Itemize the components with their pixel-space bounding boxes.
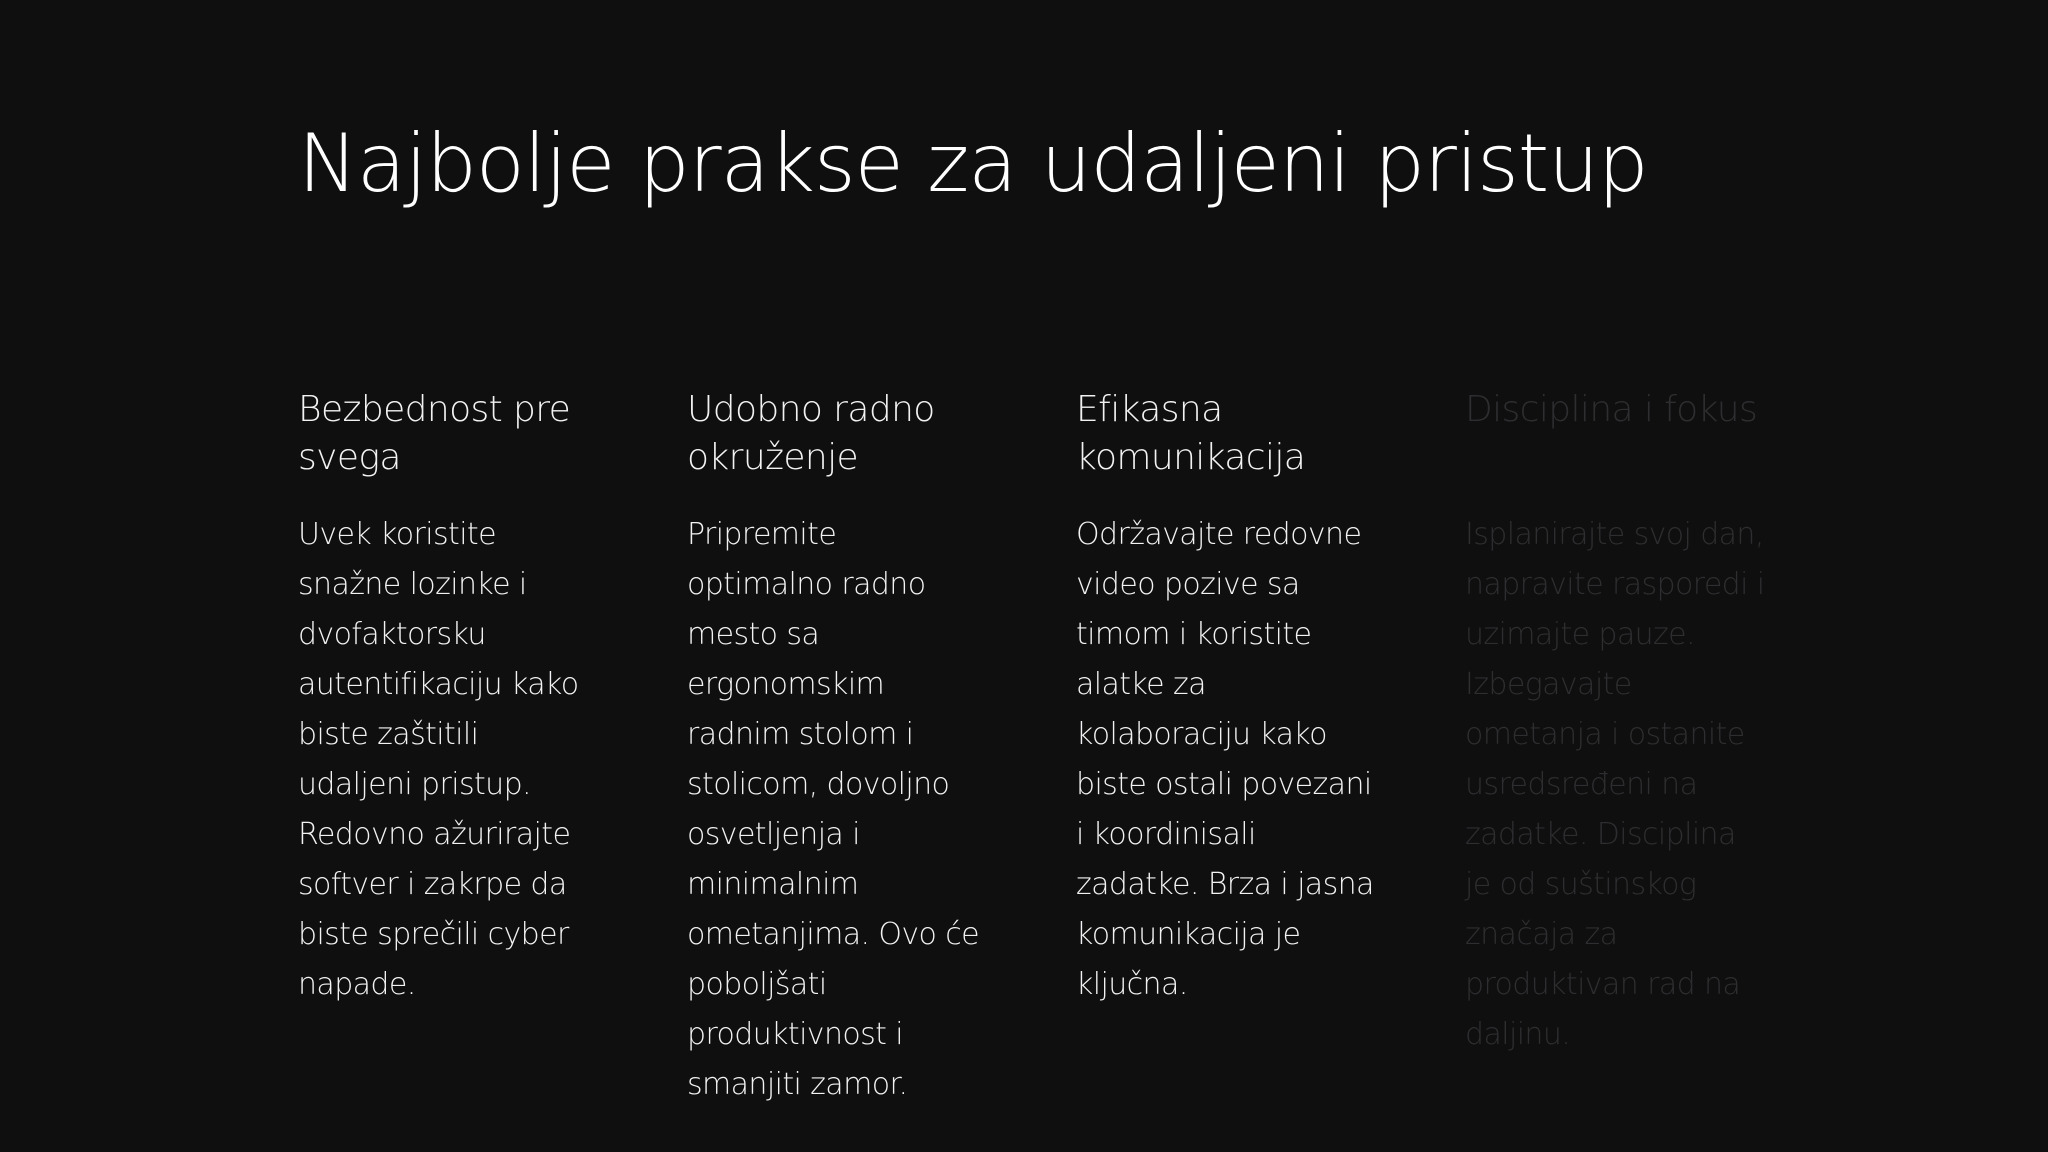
column-body: Održavajte redovne video pozive sa timom i koristite alatke za kolaboraciju kako biste ostali povezani i koordinisali zadatke. Brza i jasna komunikacija je ključna.: [1076, 517, 1374, 1002]
slide-title: Najbolje prakse za udaljeni pristup: [298, 117, 1648, 210]
column-heading: Disciplina i fokus: [1465, 389, 1758, 430]
column-security: [298, 386, 598, 1010]
column-communication: [1076, 386, 1376, 1010]
columns-container: [298, 386, 1798, 1106]
column-body: Pripremite optimalno radno mesto sa ergonomskim radnim stolom i stolicom, dovoljno osvetljenja i minimalnim ometanjima. Ovo će poboljšati produktivnost i smanjiti zamor.: [687, 517, 979, 1102]
column-heading: Bezbednost pre svega: [298, 389, 571, 478]
column-body: Uvek koristite snažne lozinke i dvofaktorsku autentifikaciju kako biste zaštitili udaljeni pristup. Redovno ažurirajte softver i zakrpe da biste sprečili cyber napade.: [298, 517, 579, 1002]
column-heading: Efikasna komunikacija: [1076, 389, 1306, 478]
column-workspace: [687, 386, 987, 1110]
column-discipline: [1465, 386, 1765, 1060]
column-heading: Udobno radno okruženje: [687, 389, 935, 478]
column-body: Isplanirajte svoj dan, napravite rasporedi i uzimajte pauze. Izbegavajte ometanja i ostanite usredsređeni na zadatke. Disciplina je od suštinskog značaja za produktivan rad na daljinu.: [1465, 517, 1765, 1052]
